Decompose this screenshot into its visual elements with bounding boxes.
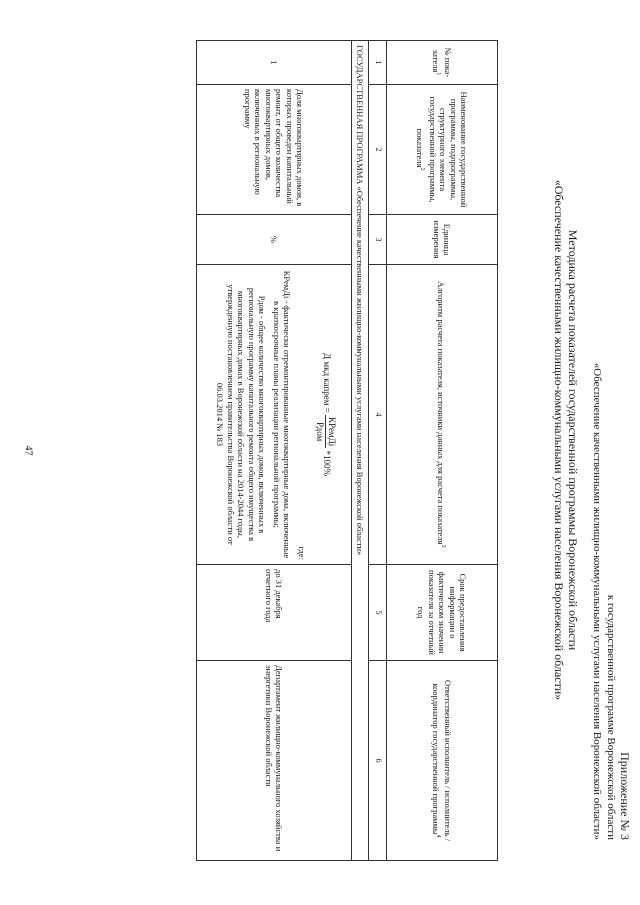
indicator-responsible: Департамент жилищно-коммунального хозяйства и энергетики Воронежской области	[197, 661, 352, 861]
column-number: 4	[369, 265, 387, 565]
header-responsible: Ответственный исполнитель / исполнитель / координатор государственной программы$^4$	[387, 661, 498, 861]
indicators-table	[196, 40, 498, 861]
definition-rdom: Рдом - общее количество многоквартирных домов, включенных в региональную программу капитального ремонта общего имущества в многоквартирных домах в Воронежской области на 2014-2044 годы, утвержденную постановлением правительства Воронежской области от 06.03.2014 № 183	[215, 284, 268, 545]
where-label: где:	[297, 546, 307, 560]
method-subtitle: «Обеспечение качественными жилищно-коммунальными услугами населения Воронежской области»	[552, 179, 566, 701]
appendix-number: Приложение № 3	[618, 752, 632, 840]
appendix-reference: к государственной программе Воронежской области	[605, 594, 617, 840]
indicator-deadline: до 31 декабря отчетного года	[197, 565, 352, 661]
page-number: 47	[22, 445, 34, 456]
indicator-algorithm	[197, 265, 352, 565]
header-name: Наименование государственной программы, подпрограммы, структурного элемента государственной программы, показателя$^2$	[387, 85, 498, 215]
table-row	[197, 41, 352, 861]
column-number: 3	[369, 215, 387, 265]
formula-fraction: КРемДi Рдом	[315, 417, 337, 447]
table-header-row	[387, 41, 498, 861]
column-number: 5	[369, 565, 387, 661]
header-algorithm: Алгоритм расчета показателя, источники данных для расчета показателя$^3$	[387, 265, 498, 565]
appendix-program-name: «Обеспечение качественными жилищно-коммунальными услугами населения Воронежской области»	[591, 362, 603, 840]
document-heading	[552, 40, 632, 840]
column-number: 1	[369, 41, 387, 85]
row-number: 1	[197, 41, 352, 85]
header-indicator-number: № пока-зателя$^1$	[387, 41, 498, 85]
indicator-name: Доля многоквартирных домов, в которых проведен капитальный ремонт, от общего количества многоквартирных домов, включенных в региональную программу	[197, 85, 352, 215]
definition-krem: КРемДi - фактически отремонтированные многоквартирные дома, включенные в краткосрочные планы реализации региональной программы;	[272, 270, 293, 559]
column-number: 2	[369, 85, 387, 215]
column-numbers-row	[369, 41, 387, 861]
method-title: Методика расчета показателей государственной программы Воронежской области	[566, 229, 580, 651]
column-number: 6	[369, 661, 387, 861]
program-title: ГОСУДАРСТВЕННАЯ ПРОГРАММА «Обеспечение качественными жилищно-коммунальными услугами населения Воронежской области»	[352, 41, 370, 861]
header-unit: Единица измерения	[387, 215, 498, 265]
formula: Д мкд капрем = КРемДi Рдом *100%	[315, 353, 337, 476]
header-deadline: Срок предоставления информации о фактическом значении показателя за отчетный год	[387, 565, 498, 661]
program-row	[352, 41, 370, 861]
indicator-unit: %	[197, 215, 352, 265]
